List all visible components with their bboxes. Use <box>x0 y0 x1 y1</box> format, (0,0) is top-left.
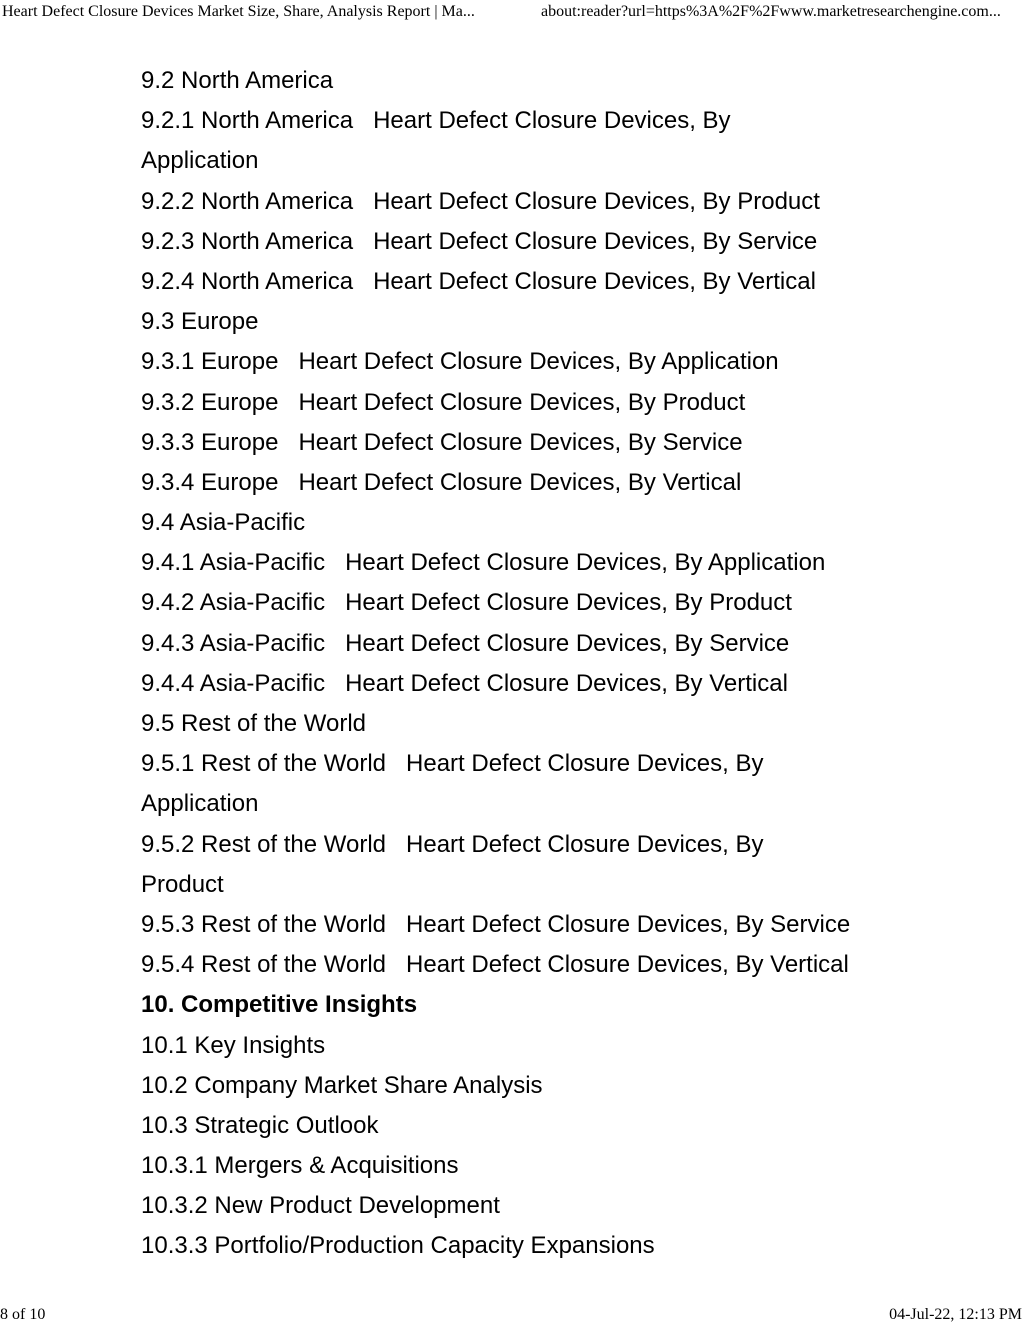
toc-line: 9.5 Rest of the World <box>141 710 366 737</box>
toc-line: 9.4.1 Asia-Pacific Heart Defect Closure Devices, By Application <box>141 549 826 577</box>
section-heading: 10. Competitive Insights <box>141 991 418 1019</box>
toc-line: 10.3 Strategic Outlook <box>141 1111 379 1139</box>
toc-line: 9.3.2 Europe Heart Defect Closure Devices, By Product <box>141 388 746 416</box>
toc-line: 10.3.1 Mergers & Acquisitions <box>141 1152 459 1180</box>
toc-line: 9.3 Europe <box>141 308 259 336</box>
toc-line: 10.3.3 Portfolio/Production Capacity Expansions <box>141 1232 655 1260</box>
article-content <box>141 61 901 1267</box>
page-number: 8 of 10 <box>0 1306 46 1323</box>
toc-line: 9.2.3 North America Heart Defect Closure Devices, By Service <box>141 227 818 255</box>
toc-line: 9.2.1 North America Heart Defect Closure Devices, By <box>141 107 731 135</box>
toc-line: 9.2.2 North America Heart Defect Closure Devices, By Product <box>141 187 820 215</box>
print-timestamp: 04-Jul-22, 12:13 PM <box>889 1306 1022 1323</box>
toc-line: Application <box>141 790 259 818</box>
toc-line: 9.4.3 Asia-Pacific Heart Defect Closure Devices, By Service <box>141 629 790 657</box>
toc-line: 9.5.2 Rest of the World Heart Defect Closure Devices, By <box>141 830 764 858</box>
toc-line: 10.1 Key Insights <box>141 1031 326 1059</box>
toc-line: 9.5.4 Rest of the World Heart Defect Closure Devices, By Vertical <box>141 951 849 979</box>
toc-line: 9.4 Asia-Pacific <box>141 509 306 537</box>
toc-line: 9.5.1 Rest of the World Heart Defect Closure Devices, By <box>141 750 764 778</box>
toc-line: 9.4.2 Asia-Pacific Heart Defect Closure Devices, By Product <box>141 589 792 617</box>
toc-line: 9.2.4 North America Heart Defect Closure Devices, By Vertical <box>141 267 816 295</box>
toc-line: 9.4.4 Asia-Pacific Heart Defect Closure Devices, By Vertical <box>141 669 788 697</box>
toc-line: 9.3.1 Europe Heart Defect Closure Devices, By Application <box>141 348 779 376</box>
toc-line: 9.5.3 Rest of the World Heart Defect Closure Devices, By Service <box>141 910 851 938</box>
print-header <box>0 0 1024 26</box>
toc-line: 9.3.4 Europe Heart Defect Closure Devices, By Vertical <box>141 468 742 496</box>
toc-line: Application <box>141 147 259 175</box>
toc-line: 10.3.2 New Product Development <box>141 1192 500 1220</box>
toc-line: Product <box>141 870 224 898</box>
print-footer <box>0 1305 1024 1325</box>
toc-line: 9.2 North America <box>141 67 334 94</box>
toc-line: 9.3.3 Europe Heart Defect Closure Devices, By Service <box>141 428 743 456</box>
page-url: about:reader?url=https%3A%2F%2Fwww.marketresearchengine.com... <box>541 3 1001 20</box>
page-title: Heart Defect Closure Devices Market Size, Share, Analysis Report | Ma... <box>2 3 475 20</box>
toc-line: 10.2 Company Market Share Analysis <box>141 1071 543 1099</box>
